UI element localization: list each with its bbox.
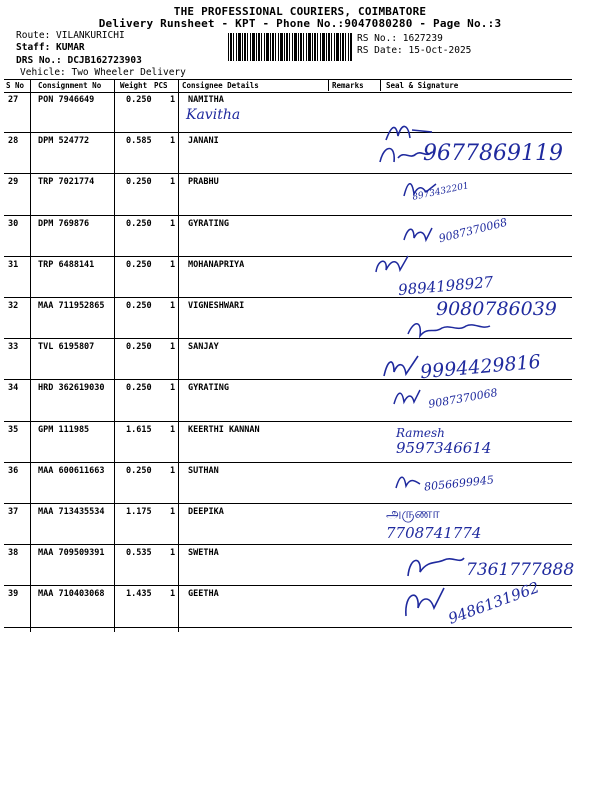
signature-mark <box>390 386 424 408</box>
staff-label: Staff: KUMAR <box>16 42 85 53</box>
weight-value: 1.175 <box>126 507 152 517</box>
handwritten-phone: 9677869119 <box>423 141 563 166</box>
serial-number: 38 <box>8 548 19 559</box>
weight-value: 1.615 <box>126 424 152 435</box>
serial-number: 31 <box>8 259 19 270</box>
serial-number: 34 <box>8 383 19 394</box>
pieces-count: 1 <box>170 342 176 353</box>
weight-value: 0.250 <box>126 301 152 311</box>
table-row <box>4 92 572 133</box>
col-remarks: Remarks <box>332 81 364 90</box>
handwritten-phone: 9486131962 <box>445 578 542 628</box>
consignee-name: SANJAY <box>188 342 219 353</box>
table-row <box>4 174 572 215</box>
handwritten-phone: 9087370068 <box>437 215 509 246</box>
serial-number: 33 <box>8 342 19 353</box>
column-divider <box>328 79 329 91</box>
col-weight: Weight <box>120 81 148 90</box>
vehicle-label: Vehicle: Two Wheeler Delivery <box>20 67 186 78</box>
handwritten-phone: 7708741774 <box>386 524 482 542</box>
signature-mark <box>372 252 412 278</box>
pieces-count: 1 <box>170 383 176 394</box>
weight-value: 0.250 <box>126 218 152 229</box>
serial-number: 35 <box>8 424 19 435</box>
weight-value: 1.435 <box>126 589 152 600</box>
consignment-number: MAA 600611663 <box>38 465 105 476</box>
weight-value: 0.250 <box>126 383 152 394</box>
consignment-number: PON 7946649 <box>38 95 95 105</box>
column-divider <box>380 79 381 91</box>
consignment-number: DPM 524772 <box>38 136 90 147</box>
consignment-number: MAA 710403068 <box>38 589 105 600</box>
serial-number: 32 <box>8 301 19 311</box>
consignee-name: JANANI <box>188 136 219 147</box>
pieces-count: 1 <box>170 218 176 229</box>
weight-value: 0.250 <box>126 342 152 353</box>
consignee-name: KEERTHI KANNAN <box>188 424 260 435</box>
pieces-count: 1 <box>170 589 176 600</box>
consignment-number: TRP 7021774 <box>38 177 95 188</box>
handwritten-name: Ramesh <box>396 426 445 440</box>
consignment-number: MAA 711952865 <box>38 301 105 311</box>
signature-mark <box>404 316 494 340</box>
table-header <box>4 79 572 93</box>
rs-date: RS Date: 15-Oct-2025 <box>357 45 472 56</box>
pieces-count: 1 <box>170 465 176 476</box>
signature-mark <box>392 470 424 492</box>
serial-number: 36 <box>8 465 19 476</box>
handwritten-phone: 9597346614 <box>396 439 492 457</box>
consignment-number: DPM 769876 <box>38 218 90 229</box>
drs-number: DRS No.: DCJB162723903 <box>16 55 142 66</box>
signature-mark <box>380 352 424 382</box>
rs-number: RS No.: 1627239 <box>357 33 443 44</box>
runsheet-subtitle: Delivery Runsheet - KPT - Phone No.:9047080280 - Page No.:3 <box>98 17 502 30</box>
handwritten-phone: 9080786039 <box>436 298 557 320</box>
handwritten-phone: 9894198927 <box>397 272 495 300</box>
consignee-name: DEEPIKA <box>188 507 224 517</box>
consignee-name: SUTHAN <box>188 465 219 476</box>
consignee-name: GYRATING <box>188 383 229 394</box>
weight-value: 0.250 <box>126 177 152 188</box>
serial-number: 28 <box>8 136 19 147</box>
consignee-name: GYRATING <box>188 218 229 229</box>
serial-number: 29 <box>8 177 19 188</box>
serial-number: 39 <box>8 589 19 600</box>
handwritten-phone: 8056699945 <box>423 473 495 494</box>
consignee-name: MOHANAPRIYA <box>188 259 245 270</box>
pieces-count: 1 <box>170 95 176 105</box>
pieces-count: 1 <box>170 177 176 188</box>
weight-value: 0.585 <box>126 136 152 147</box>
handwritten-phone: 8973432201 <box>411 181 470 203</box>
serial-number: 27 <box>8 95 19 105</box>
handwritten-name: Kavitha <box>186 107 241 123</box>
handwritten-phone: 9087370068 <box>427 386 499 411</box>
col-seal: Seal & Signature <box>386 81 459 90</box>
route-label: Route: VILANKURICHI <box>16 30 125 41</box>
consignment-number: TRP 6488141 <box>38 259 95 270</box>
serial-number: 30 <box>8 218 19 229</box>
pieces-count: 1 <box>170 259 176 270</box>
col-consignment: Consignment No <box>38 81 102 90</box>
signature-mark <box>400 222 436 246</box>
handwritten-name: அருணா <box>386 506 440 522</box>
weight-value: 0.250 <box>126 259 152 270</box>
consignee-name: GEETHA <box>188 589 219 600</box>
consignee-name: NAMITHA <box>188 95 224 105</box>
consignment-number: HRD 362619030 <box>38 383 105 394</box>
pieces-count: 1 <box>170 301 176 311</box>
handwritten-phone: 7361777888 <box>466 560 575 580</box>
col-consignee: Consignee Details <box>182 81 259 90</box>
consignment-number: TVL 6195807 <box>38 342 95 353</box>
barcode <box>228 33 352 61</box>
table-row <box>4 504 572 545</box>
consignee-name: SWETHA <box>188 548 219 559</box>
signature-mark <box>404 550 468 582</box>
weight-value: 0.250 <box>126 95 152 105</box>
handwritten-phone: 9994429816 <box>419 350 542 384</box>
pieces-count: 1 <box>170 507 176 517</box>
consignee-name: VIGNESHWARI <box>188 301 245 311</box>
consignment-number: GPM 111985 <box>38 424 90 435</box>
company-title: THE PROFESSIONAL COURIERS, COIMBATORE <box>173 5 427 18</box>
col-sno: S No <box>6 81 25 90</box>
col-pcs: PCS <box>154 81 168 90</box>
serial-number: 37 <box>8 507 19 517</box>
consignee-name: PRABHU <box>188 177 219 188</box>
pieces-count: 1 <box>170 424 176 435</box>
weight-value: 0.535 <box>126 548 152 559</box>
signature-mark <box>400 582 450 622</box>
pieces-count: 1 <box>170 548 176 559</box>
consignment-number: MAA 709509391 <box>38 548 105 559</box>
consignment-number: MAA 713435534 <box>38 507 105 517</box>
pieces-count: 1 <box>170 136 176 147</box>
weight-value: 0.250 <box>126 465 152 476</box>
